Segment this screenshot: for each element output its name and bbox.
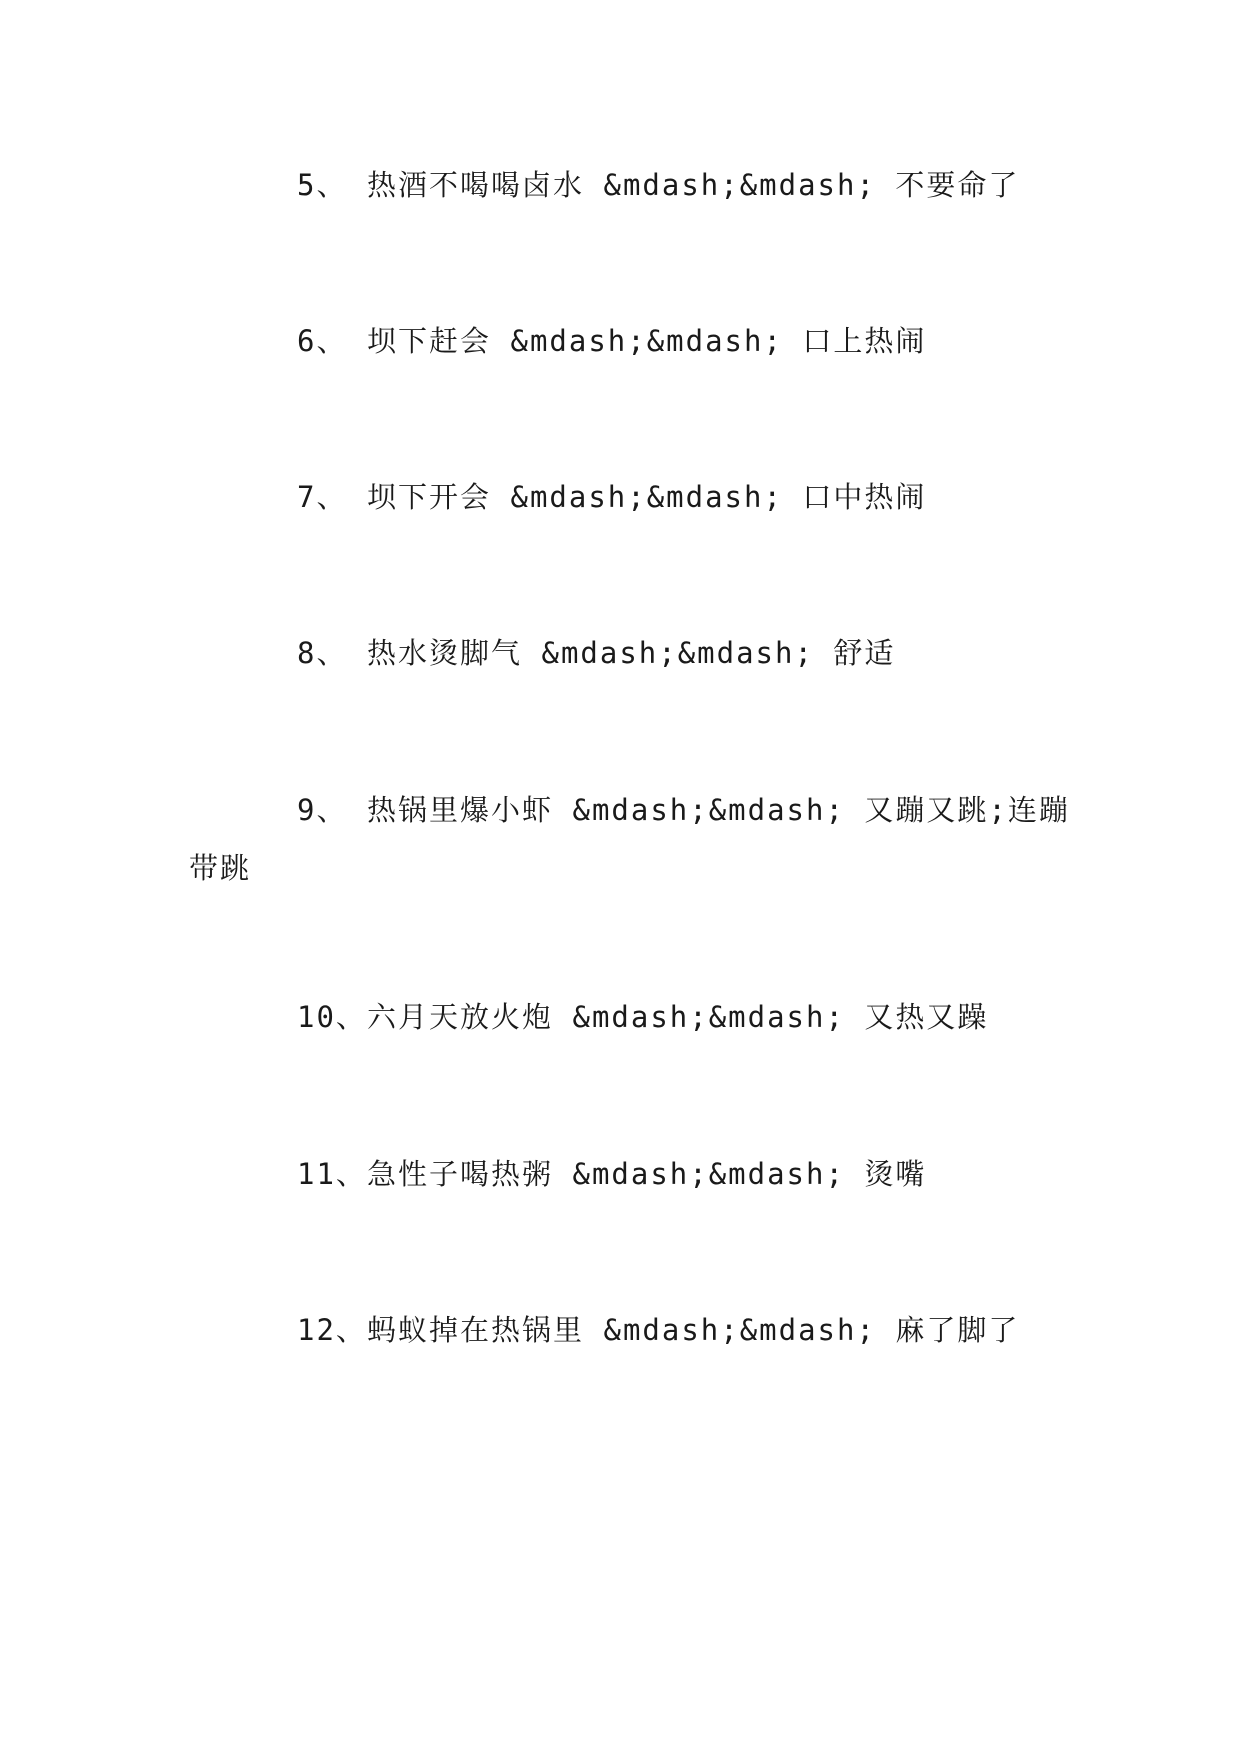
item-phrase: 蚂蚁掉在热锅里	[367, 1313, 585, 1347]
item-number: 8、	[297, 636, 348, 670]
list-item-10	[189, 988, 1049, 1046]
item-separator: &mdash;&mdash;	[572, 1000, 845, 1034]
item-separator: &mdash;&mdash;	[603, 168, 876, 202]
item-phrase: 坝下赶会	[367, 324, 492, 358]
list-item-6	[189, 312, 1049, 370]
list-item-5	[189, 156, 1049, 214]
item-answer: 不要命了	[895, 168, 1020, 202]
list-item-7	[189, 468, 1049, 526]
item-continuation: 带跳	[189, 851, 252, 885]
item-separator: &mdash;&mdash;	[603, 1313, 876, 1347]
item-separator: &mdash;&mdash;	[510, 324, 783, 358]
item-answer: 烫嘴	[864, 1157, 927, 1191]
item-phrase: 热锅里爆小虾	[367, 793, 554, 827]
item-answer: 麻了脚了	[895, 1313, 1020, 1347]
list-item-9	[189, 781, 1070, 897]
item-number: 10、	[297, 1000, 367, 1034]
item-answer: 舒适	[833, 636, 896, 670]
item-separator: &mdash;&mdash;	[510, 480, 783, 514]
item-phrase: 急性子喝热粥	[367, 1157, 554, 1191]
item-separator: &mdash;&mdash;	[572, 793, 845, 827]
item-number: 7、	[297, 480, 348, 514]
item-number: 12、	[297, 1313, 367, 1347]
list-item-11	[189, 1145, 1049, 1203]
item-answer: 又热又躁	[864, 1000, 989, 1034]
list-item-12	[189, 1301, 1049, 1359]
item-phrase: 热酒不喝喝卤水	[367, 168, 585, 202]
item-separator: &mdash;&mdash;	[541, 636, 814, 670]
item-answer: 口中热闹	[802, 480, 927, 514]
item-answer: 口上热闹	[802, 324, 927, 358]
item-phrase: 热水烫脚气	[367, 636, 523, 670]
item-number: 6、	[297, 324, 348, 358]
item-separator: &mdash;&mdash;	[572, 1157, 845, 1191]
item-number: 11、	[297, 1157, 367, 1191]
item-answer: 又蹦又跳;连蹦	[864, 793, 1070, 827]
item-phrase: 六月天放火炮	[367, 1000, 554, 1034]
item-number: 5、	[297, 168, 348, 202]
item-phrase: 坝下开会	[367, 480, 492, 514]
list-item-8	[189, 624, 1049, 682]
item-number: 9、	[297, 793, 348, 827]
